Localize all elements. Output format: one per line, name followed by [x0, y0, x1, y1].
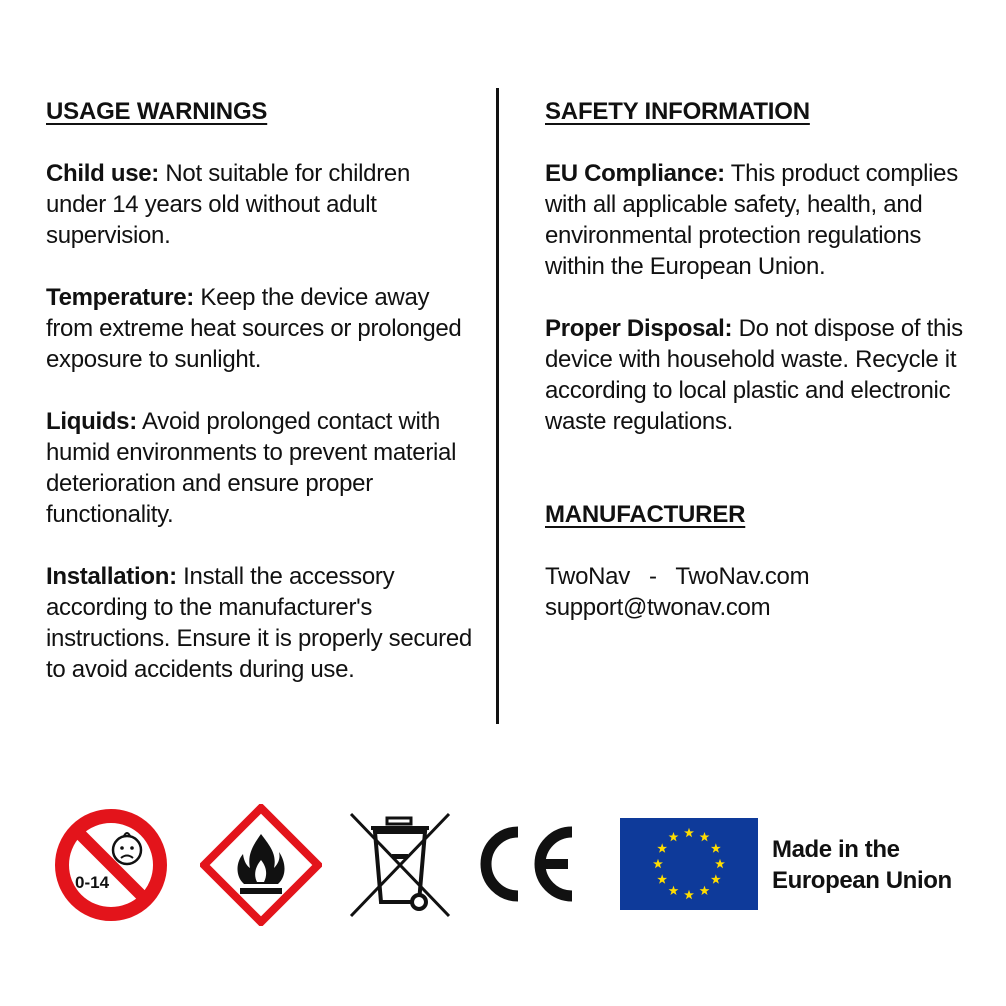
- eu-star-icon: [684, 890, 694, 899]
- age-range-label: 0-14: [75, 873, 110, 892]
- temperature-paragraph: [46, 282, 476, 375]
- column-divider: [496, 88, 499, 724]
- liquids-text: Avoid prolonged contact with humid environments to prevent material deterioration and ensure proper functionality.: [46, 408, 457, 528]
- eu-star-icon: [669, 832, 679, 841]
- weee-crossed-bin-icon: [347, 810, 453, 920]
- installation-paragraph: [46, 561, 476, 685]
- eu-star-icon: [700, 886, 710, 895]
- usage-warnings-heading: USAGE WARNINGS: [46, 98, 268, 125]
- installation-label: Installation:: [46, 563, 177, 590]
- ce-mark-icon: [472, 826, 578, 902]
- eu-star-icon: [700, 832, 710, 841]
- manufacturer-email: support@twonav.com: [545, 594, 771, 621]
- eu-compliance-paragraph: [545, 158, 965, 282]
- usage-warnings-section: [46, 96, 476, 685]
- child-use-paragraph: [46, 158, 476, 251]
- eu-star-icon: [657, 874, 667, 883]
- eu-star-icon: [669, 886, 679, 895]
- made-in-eu-line-1: Made in the: [772, 836, 900, 863]
- child-use-text: Not suitable for children under 14 years old without adult supervision.: [46, 160, 411, 249]
- eu-star-icon: [684, 828, 694, 837]
- eu-star-icon: [715, 859, 725, 868]
- liquids-label: Liquids:: [46, 408, 137, 435]
- eu-compliance-label: EU Compliance:: [545, 160, 725, 187]
- eu-star-icon: [711, 874, 721, 883]
- made-in-eu-line-2: European Union: [772, 867, 952, 894]
- temperature-label: Temperature:: [46, 284, 194, 311]
- proper-disposal-text: Do not dispose of this device with household waste. Recycle it according to local plastic and electronic waste regulations.: [545, 315, 963, 435]
- no-children-icon: [54, 808, 168, 922]
- manufacturer-line-1: TwoNav - TwoNav.com: [545, 563, 810, 590]
- child-use-label: Child use:: [46, 160, 160, 187]
- installation-text: Install the accessory according to the manufacturer's instructions. Ensure it is properly secured to avoid accidents during use.: [46, 563, 472, 683]
- made-in-eu-label: [772, 834, 952, 896]
- proper-disposal-paragraph: [545, 313, 965, 437]
- eu-star-icon: [653, 859, 663, 868]
- temperature-text: Keep the device away from extreme heat sources or prolonged exposure to sunlight.: [46, 284, 462, 373]
- safety-information-section: [545, 96, 965, 623]
- eu-flag-icon: [620, 818, 758, 910]
- liquids-paragraph: [46, 406, 476, 530]
- proper-disposal-label: Proper Disposal:: [545, 315, 733, 342]
- eu-star-icon: [657, 843, 667, 852]
- safety-information-heading: SAFETY INFORMATION: [545, 98, 810, 125]
- flammable-icon: [200, 804, 322, 926]
- eu-star-icon: [711, 843, 721, 852]
- manufacturer-heading: MANUFACTURER: [545, 501, 746, 528]
- eu-compliance-text: This product complies with all applicable safety, health, and environmental protection regulations within the European Union.: [545, 160, 958, 280]
